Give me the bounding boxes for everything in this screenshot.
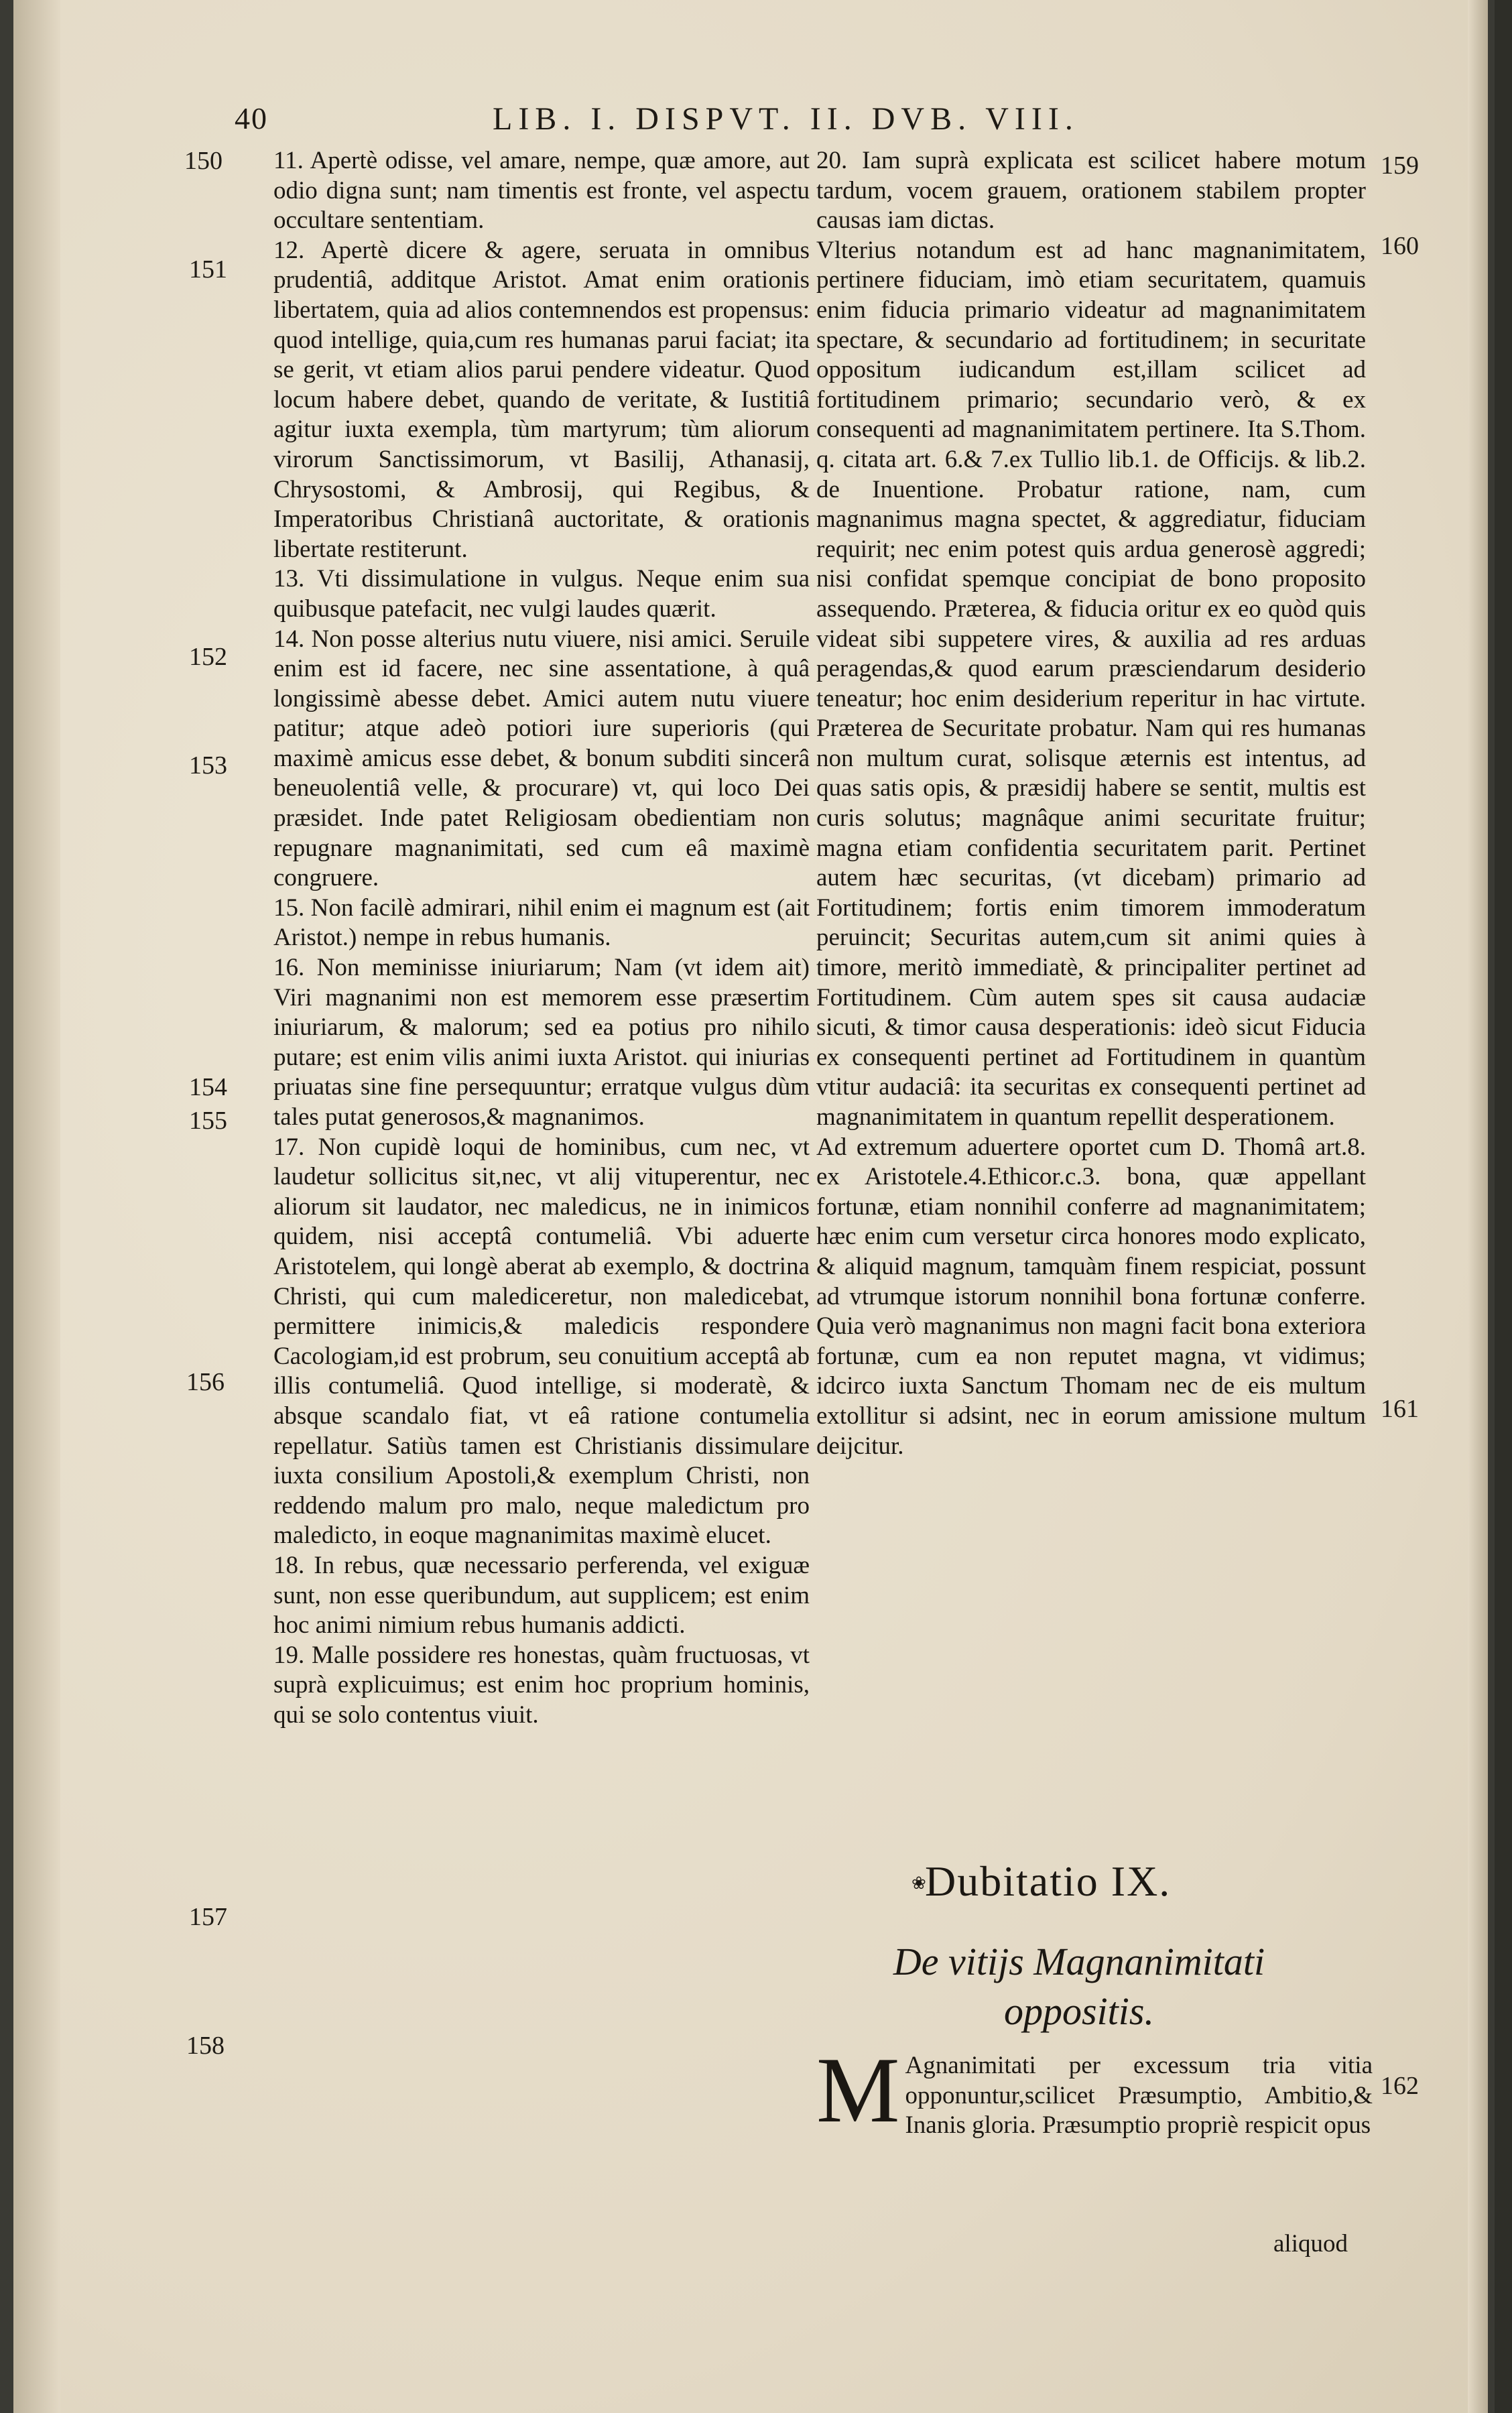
ornament-icon: ❀ [911,1873,926,1893]
right-text-column [816,146,1366,1461]
folio-number: 40 [235,101,268,135]
catchword: aliquod [1273,2230,1348,2257]
paragraph-16: 16. Non meminisse iniuriarum; Nam (vt idem ait) Viri magnanimi non est memorem esse præsertim iniuriarum, & malorum; sed ea potius pro nihilo putare; est enim vilis animi iuxta Aristot. qui iniurias priuatas sine fine persequuntur; erratque vulgus dùm tales putat generosos,& magnanimos. [273,954,810,1131]
paragraph-15: 15. Non facilè admirari, nihil enim ei magnum est (ait Aristot.) nempe in rebus humanis. [273,893,810,952]
paragraph-12: 12. Apertè dicere & agere, seruata in omnibus prudentiâ, additque Aristot. Amat enim orationis libertatem, quia ad alios contemnendos est propensus: quod intellige, quia,cum res humanas parui faciat; ita se gerit, vt etiam alios parui pendere videatur. Quod locum habere debet, quando de veritate, & Iustitiâ agitur iuxta exempla, tùm martyrum; tùm aliorum virorum Sanctissimorum, vt Basilij, Athanasij, Chrysostomi, & Ambrosij, qui Regibus, & Imperatoribus Christianâ auctoritate, & orationis libertate restiterunt. [273,236,810,563]
drop-cap: M [816,2038,900,2142]
margin-number-153: 153 [189,751,227,780]
margin-number-156: 156 [186,1368,225,1396]
margin-number-160: 160 [1381,232,1419,260]
margin-number-154: 154 [189,1073,227,1101]
margin-number-159: 159 [1381,151,1419,180]
section-title: Dubitatio IX. [925,1857,1172,1905]
paragraph-11: 11. Apertè odisse, vel amare, nempe, quæ amore, aut odio digna sunt; nam timentis est fronte, vel aspectu occultare sententiam. [273,147,810,235]
paragraph-14: 14. Non posse alterius nutu viuere, nisi amici. Seruile enim est id facere, nec sine assentatione, à quâ longissimè abesse debet. Amici autem nutu viuere patitur; atque adeò potiori iure superioris (qui maximè amicus esse debet, & bonum subditi sincerâ beneuolentiâ velle, & procurare) vt, qui loco Dei præsidet. Inde patet Religiosam obedientiam non repugnare magnanimitati, sed cum eâ maximè congruere. [273,625,810,892]
opening-text: Agnanimitati per excessum tria vitia opponuntur,scilicet Præsumptio, Ambitio,& Inanis gloria. Præsumptio propriè respicit opus [905,2052,1373,2140]
margin-number-155: 155 [189,1107,227,1135]
paragraph-bona-fortunae: Ad extremum aduertere oportet cum D. Thomâ art.8. ex Aristotele.4.Ethicor.c.3. bona, quæ appellant fortunæ, etiam nonnihil conferre ad magnanimitatem; hæc enim cum versetur circa honores modo explicato, & aliquid magnum, tamquàm finem respiciat, possunt ad vtrumque istorum nonnihil bona fortunæ conferre. Quia verò magnanimus non magni facit bona exteriora fortunæ, cum ea non reputet magna, vt vidimus; idcirco iuxta Sanctum Thomam nec de eis multum extollitur si adsint, nec in eorum amissione multum deijcitur. [816,1133,1366,1460]
running-title: LIB. I. DISPVT. II. DVB. VIII. [493,101,1079,137]
scanner-border [1495,0,1512,2413]
page-gutter-shadow [13,0,60,2413]
page-edge-shadow [1468,0,1488,2413]
margin-number-151: 151 [189,255,227,284]
paragraph-fiducia: Vlterius notandum est ad hanc magnanimitatem, pertinere fiduciam, imò etiam securitatem, quamuis enim fiducia primario videatur ad magnanimitatem spectare, & secundario ad fortitudinem; in securitate oppositum iudicandum est,illam scilicet ad fortitudinem primario; secundario verò, & ex consequenti ad magnanimitatem pertinere. Ita S.Thom. q. citata art. 6.& 7.ex Tullio lib.1. de Officijs. & lib.2. de Inuentione. Probatur ratione, nam, cum magnanimus magna spectet, & aggrediatur, fiduciam requirit; nec enim potest quis ardua generosè aggredi; nisi confidat spemque concipiat de bono proposito assequendo. Præterea, & fiducia oritur ex eo quòd quis videat sibi suppetere vires, & auxilia ad res arduas peragendas,& quod earum præsciendarum desiderio teneatur; hoc enim desiderium reperitur in hac virtute. Præterea de Securitate probatur. Nam qui res humanas non multum curat, solisque æternis est intentus, ad quas satis opis, & præsidij habere se sentit, multis est curis solutus; magnâque animi securitate fruitur; magna etiam confidentia securitatem parit. Pertinet autem hæc securitas, (vt dicebam) primario ad Fortitudinem; fortis enim timorem immoderatum peruincit; Securitas autem,cum sit animi quies à timore, meritò immediatè, & principaliter pertinet ad Fortitudinem. Cùm autem spes sit causa audaciæ sicuti, & timor causa desperationis: ideò sicut Fiducia ex consequenti pertinet ad Fortitudinem in quantùm vtitur audaciâ: ita securitas ex consequenti pertinet ad magnanimitatem in quantum repellit desperationem. [816,236,1366,1131]
paragraph-20: 20. Iam suprà explicata est scilicet habere motum tardum, vocem grauem, orationem stabilem propter causas iam dictas. [816,147,1366,235]
margin-number-162: 162 [1381,2072,1419,2100]
section-opening [816,2038,1373,2142]
book-page [13,0,1488,2413]
paragraph-19: 19. Malle possidere res honestas, quàm fructuosas, vt suprà explicuimus; est enim hoc proprium hominis, qui se solo contentus viuit. [273,1641,810,1729]
margin-number-158: 158 [186,2032,225,2060]
margin-number-152: 152 [189,643,227,671]
margin-number-150: 150 [184,147,223,175]
page-header [235,101,1387,147]
paragraph-18: 18. In rebus, quæ necessario perferenda, vel exiguæ sunt, non esse queribundum, aut supplicem; est enim hoc animi nimium rebus humanis addicti. [273,1551,810,1639]
section-subtitle: De vitijs Magnanimitati oppositis. [893,1940,1265,2033]
margin-number-157: 157 [189,1903,227,1931]
left-text-column [273,146,810,1730]
margin-number-161: 161 [1381,1395,1419,1423]
paragraph-17: 17. Non cupidè loqui de hominibus, cum nec, vt laudetur sollicitus sit,nec, vt alij vituperentur, nec aliorum sit laudator, nec maledicus, ne in inimicos quidem, nisi acceptâ contumeliâ. Vbi aduerte Aristotelem, qui longè aberat ab exemplo, & doctrina Christi, qui cum malediceretur, non maledicebat, permittere inimicis,& maledicis respondere Cacologiam,id est probrum, seu conuitium acceptâ ab illis contumeliâ. Quod intellige, si moderatè, & absque scandalo fiat, vt eâ ratione contumelia repellatur. Satiùs tamen est Christianis dissimulare iuxta consilium Apostoli,& exemplum Christi, non reddendo malum pro malo, neque maledictum pro maledicto, in eoque magnanimitas maximè elucet. [273,1133,810,1550]
paragraph-13: 13. Vti dissimulatione in vulgus. Neque enim sua quibusque patefacit, nec vulgi laudes quærit. [273,565,810,623]
